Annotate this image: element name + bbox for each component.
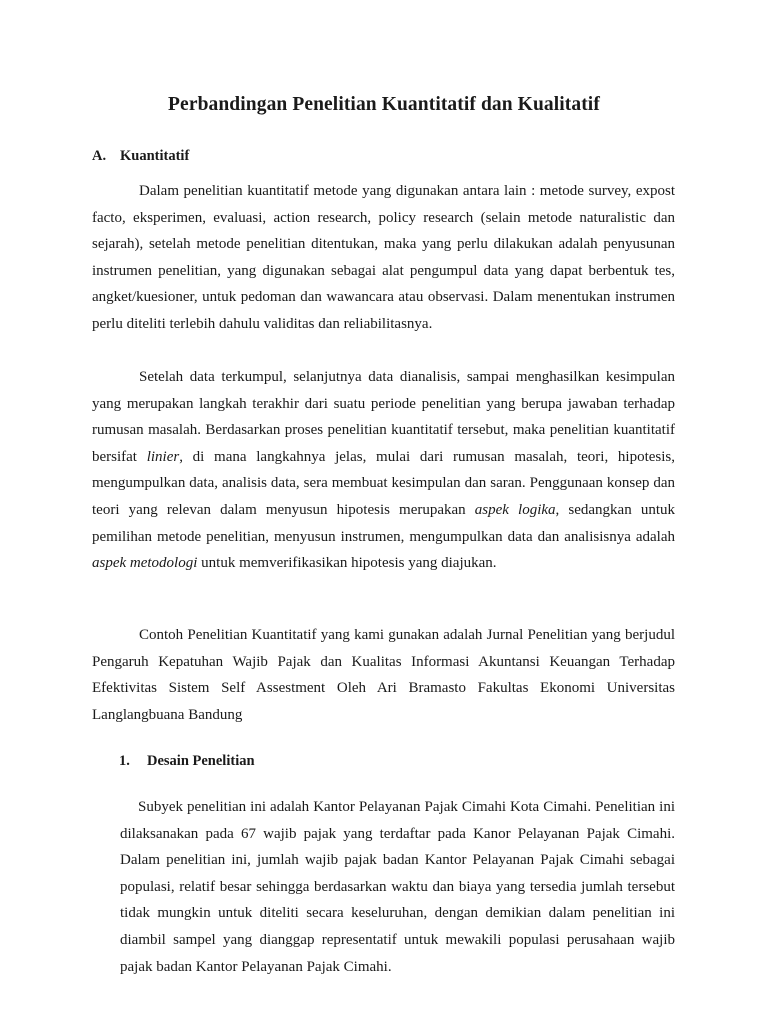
paragraph-methods <box>92 178 675 338</box>
paragraph-text: untuk memverifikasikan hipotesis yang diajukan. <box>197 555 497 572</box>
italic-term: aspek metodologi <box>92 555 198 572</box>
paragraph-example-journal <box>92 622 675 728</box>
subsection-number: 1. <box>119 753 130 769</box>
paragraph-research-subject <box>120 794 675 980</box>
italic-term: aspek logika <box>474 501 556 518</box>
section-label: Kuantitatif <box>120 148 190 164</box>
paragraph-text: , sedangkan untuk pemilihan metode penelitian, menyusun instrumen, mengumpulkan data dan analisisnya adalah <box>92 501 675 545</box>
paragraph-text: , di mana langkahnya jelas, mulai dari rumusan masalah, teori, hipotesis, mengumpulkan data, analisis data, sera membuat kesimpulan dan saran. Penggunaan konsep dan teori yang relevan dalam menyusun hipotesis merupakan <box>92 448 675 518</box>
paragraph-text: Dalam penelitian kuantitatif metode yang digunakan antara lain : metode survey, expost facto, eksperimen, evaluasi, action research, policy research (selain metode naturalistic dan sejarah), setelah metode penelitian ditentukan, maka yang perlu dilakukan adalah penyusunan instrumen penelitian, yang digunakan sebagai alat pengumpul data yang dapat berbentuk tes, angket/kuesioner, untuk pedoman dan wawancara atau observasi. Dalam menentukan instrumen perlu diteliti terlebih dahulu validitas dan reliabilitasnya. <box>92 183 675 332</box>
document-title: Perbandingan Penelitian Kuantitatif dan Kualitatif <box>168 94 600 115</box>
italic-term: linier <box>146 448 180 465</box>
paragraph-text: Setelah data terkumpul, selanjutnya data dianalisis, sampai menghasilkan kesimpulan yang merupakan langkah terakhir dari suatu periode penelitian yang berupa jawaban terhadap rumusan masalah. Berdasarkan proses penelitian kuantitatif tersebut, maka penelitian kuantitatif bersifat <box>92 369 675 465</box>
paragraph-text: Subyek penelitian ini adalah Kantor Pelayanan Pajak Cimahi Kota Cimahi. Penelitian ini dilaksanakan pada 67 wajib pajak yang terdaftar pada Kanor Pelayanan Pajak Cimahi. Dalam penelitian ini, jumlah wajib pajak badan Kantor Pelayanan Pajak Cimahi sebagai populasi, relatif besar sehingga berdasarkan waktu dan biaya yang tersedia jumlah tersebut tidak mungkin untuk diteliti secara keseluruhan, dengan demikian dalam penelitian ini diambil sampel yang dianggap representatif untuk mewakili populasi perusahaan wajib pajak badan Kantor Pelayanan Pajak Cimahi. <box>120 799 675 975</box>
subsection-heading-desain <box>119 753 255 770</box>
paragraph-text: Contoh Penelitian Kuantitatif yang kami gunakan adalah Jurnal Penelitian yang berjudul Pengaruh Kepatuhan Wajib Pajak dan Kualitas Informasi Akuntansi Keuangan Terhadap Efektivitas Sistem Self Assestment Oleh Ari Bramasto Fakultas Ekonomi Universitas Langlangbuana Bandung <box>92 627 675 723</box>
subsection-label: Desain Penelitian <box>147 753 255 769</box>
section-number: A. <box>92 148 107 164</box>
paragraph-analysis <box>92 364 675 577</box>
section-heading-kuantitatif <box>92 148 189 165</box>
